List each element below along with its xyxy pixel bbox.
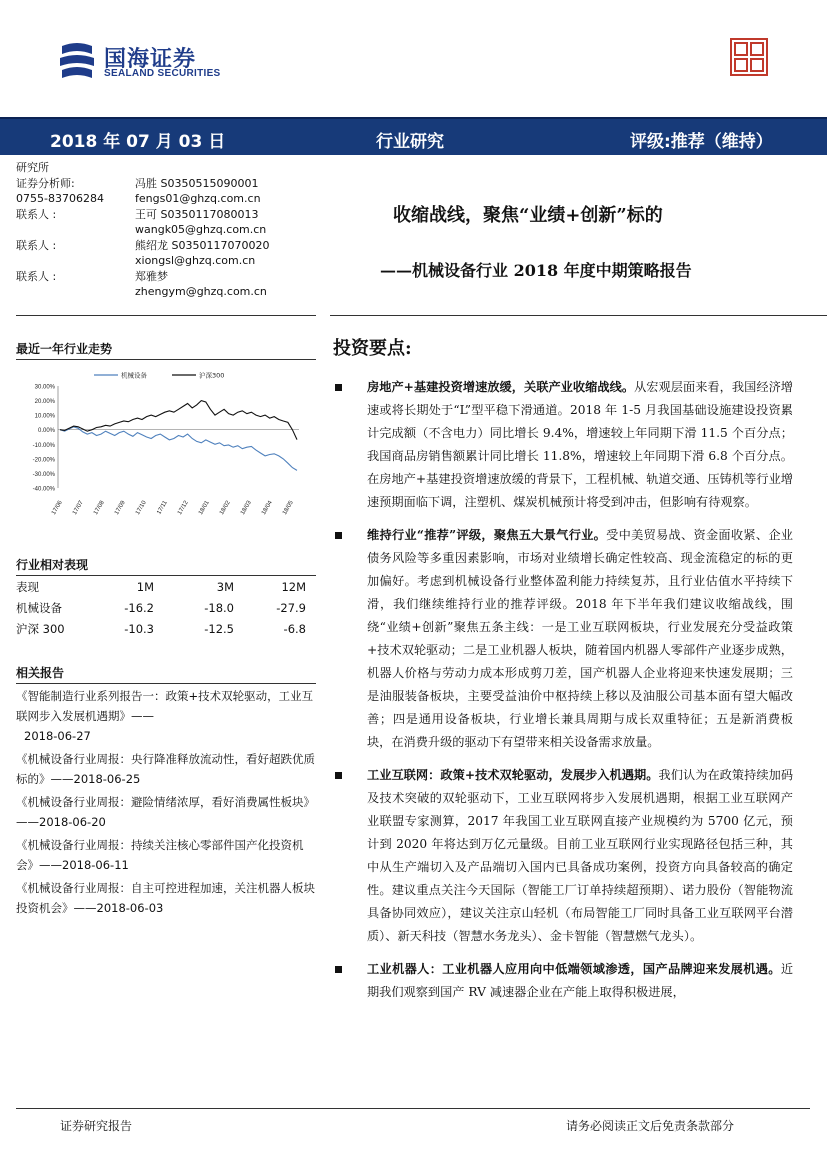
- square-bullet-icon: [335, 384, 342, 391]
- table-cell: 1M: [136, 580, 154, 594]
- highlight-paragraph: [333, 524, 793, 754]
- related-report-title: 《机械设备行业周报：自主可控进程加速，关注机器人板块投资机会》——2018-06-03: [16, 881, 315, 915]
- footer-left: 证券研究报告: [60, 1119, 133, 1133]
- table-cell: 3M: [216, 580, 234, 594]
- institute-label: 研究所: [16, 161, 49, 174]
- table-cell: 沪深 300: [16, 622, 65, 636]
- x-tick-label: 18/02: [219, 500, 232, 517]
- brand-name-cn: 国海证券: [104, 47, 197, 72]
- highlight-body: 受中美贸易战、资金面收紧、企业债务风险等多重因素影响，市场对业绩增长确定性较高、现金流稳定的标的更加偏好。考虑到机械设备行业整体盈利能力持续复苏，且行业估值水平持续下滑，我们继续维持行业的推荐评级。2018 年下半年我们建议收缩战线，围绕“业绩+创新”聚焦五条主线：一是工业互联网板块，行业发展充分受益政策+技术双轮驱动；二是工业机器人板块，随着国内机器人零部件产业逐步成熟，机器人价格与劳动力成本形成剪刀差，国产机器人企业将迎来快速发展期；三是油服装备板块，主要受益油价中枢持续上移以及油服公司基本面有望大幅改善；四是通用设备板块，行业增长兼具周期与成长双重特征；五是新消费板块，在消费升级的驱动下有望带来相关设备需求放量。: [367, 528, 793, 749]
- table-cell: -18.0: [204, 601, 234, 615]
- footer-divider: [16, 1108, 810, 1109]
- related-report-title: 《机械设备行业周报：避险情绪浓厚，看好消费属性板块》——2018-06-20: [16, 795, 315, 829]
- y-tick-label: 30.00%: [34, 384, 55, 391]
- performance-heading: 行业相对表现: [16, 558, 89, 572]
- right-divider: [330, 315, 827, 316]
- analyst-label: 联系人 :: [16, 207, 57, 221]
- x-tick-label: 18/04: [261, 500, 274, 517]
- y-tick-label: -40.00%: [32, 486, 55, 493]
- brand-logo: [56, 40, 256, 84]
- table-cell: 表现: [16, 580, 39, 594]
- highlight-body: 近期我们观察到国产 RV 减速器企业在产能上取得积极进展，: [367, 962, 793, 999]
- analyst-row: [16, 284, 316, 300]
- analyst-value: 冯胜 S0350515090001: [135, 176, 259, 190]
- x-tick-label: 17/10: [135, 500, 148, 517]
- y-tick-label: -30.00%: [32, 471, 55, 478]
- x-tick-label: 17/08: [93, 500, 106, 517]
- related-report-item[interactable]: [16, 878, 316, 918]
- brand-name-en: SEALAND SECURITIES: [104, 68, 221, 79]
- analyst-row: [16, 269, 316, 285]
- related-report-title: 《智能制造行业系列报告一：政策+技术双轮驱动，工业互联网步入发展机遇期》——: [16, 689, 314, 723]
- x-tick-label: 17/07: [72, 500, 85, 517]
- performance-table: [16, 577, 316, 640]
- analyst-label: 0755-83706284: [16, 192, 104, 205]
- table-row: [16, 598, 316, 619]
- series-line: [60, 401, 297, 440]
- industry-rating: 评级:推荐（维持）: [630, 132, 773, 152]
- analyst-row: [16, 191, 316, 207]
- table-row: [16, 577, 316, 598]
- highlight-lead: 维持行业“推荐”评级，聚焦五大景气行业。: [367, 528, 607, 542]
- highlight-body: 我们认为在政策持续加码及技术突破的双轮驱动下，工业互联网将步入发展机遇期，根据工业互联网产业联盟专家测算，2017 年我国工业互联网直接产业规模约为 5700 亿元，预计到 2020 年将达到万亿元量级。目前工业互联网行业实现路径包括三种，其中从生产端切入及产品端切入国内已具备成功案例，投资方向具备较高的确定性。建议重点关注今天国际（智能工厂订单持续超预期）、诺力股份（智能物流具备协同效应），建议关注京山轻机（布局智能工厂同时具备工业互联网平台潜质）、新天科技（智慧水务龙头）、金卡智能（智慧燃气龙头）。: [367, 768, 794, 943]
- related-report-date: 2018-06-27: [24, 729, 91, 743]
- highlight-body: 从宏观层面来看，我国经济增速或将长期处于“L”型平稳下滑通道。2018 年 1-5 月我国基础设施建设投资累计完成额（不含电力）同比增长 9.4%，增速较上年同期下滑 11.5 个百分点；我国商品房销售额累计同比增长 11.8%，增速较上年同期下滑 6.8 个百分点。在房地产+基建投资增速放缓的背景下，工程机械、轨道交通、压铸机等行业增速预期面临下调，注塑机、煤炭机械预计将受到冲击，但影响有待观察。: [367, 380, 793, 509]
- analyst-value: fengs01@ghzq.com.cn: [135, 192, 261, 205]
- footer-disclaimer: 请务必阅读正文后免责条款部分: [566, 1119, 735, 1133]
- analyst-row: [16, 238, 316, 254]
- x-tick-label: 18/03: [240, 500, 253, 517]
- analyst-value: zhengym@ghzq.com.cn: [135, 285, 267, 298]
- table-cell: -16.2: [124, 601, 154, 615]
- table-cell: -6.8: [283, 622, 306, 636]
- related-report-item[interactable]: [16, 835, 316, 875]
- research-seal-icon: [730, 38, 768, 76]
- table-cell: 12M: [281, 580, 306, 594]
- industry-trend-chart: [14, 366, 314, 518]
- analyst-value: 郑雅梦: [135, 269, 168, 283]
- related-report-item[interactable]: [16, 749, 316, 789]
- analyst-value: xiongsl@ghzq.com.cn: [135, 254, 256, 267]
- square-bullet-icon: [335, 532, 342, 539]
- y-tick-label: -10.00%: [32, 442, 55, 449]
- x-tick-label: 18/05: [282, 500, 295, 517]
- table-cell: 机械设备: [16, 601, 62, 615]
- x-tick-label: 18/01: [198, 500, 211, 517]
- analyst-info: [16, 160, 316, 300]
- analyst-label: 联系人 :: [16, 269, 57, 283]
- highlight-paragraph: [333, 764, 793, 948]
- x-tick-label: 17/06: [51, 500, 64, 517]
- highlight-paragraph: [333, 376, 793, 514]
- report-type: 行业研究: [376, 132, 444, 152]
- y-tick-label: -20.00%: [32, 457, 55, 464]
- performance-divider: [16, 575, 316, 576]
- analyst-value: wangk05@ghzq.com.cn: [135, 223, 267, 236]
- legend-label: 机械设备: [121, 371, 147, 380]
- table-cell: -12.5: [204, 622, 234, 636]
- analyst-row: [16, 253, 316, 269]
- series-line: [60, 427, 297, 471]
- related-report-title: 《机械设备行业周报：央行降准释放流动性，看好超跌优质标的》——2018-06-25: [16, 752, 315, 786]
- analyst-row: [16, 207, 316, 223]
- left-divider: [16, 315, 316, 316]
- trend-divider: [16, 359, 316, 360]
- related-report-item[interactable]: [16, 686, 316, 746]
- x-tick-label: 17/09: [114, 500, 127, 517]
- report-subtitle: ——机械设备行业 2018 年度中期策略报告: [380, 261, 692, 280]
- sealand-logo-icon: [56, 40, 98, 82]
- legend-label: 沪深300: [199, 371, 225, 380]
- related-reports-list: [16, 686, 316, 921]
- analyst-label: 联系人 :: [16, 238, 57, 252]
- x-tick-label: 17/12: [177, 500, 190, 517]
- related-report-item[interactable]: [16, 792, 316, 832]
- y-tick-label: 20.00%: [34, 399, 55, 406]
- table-cell: -10.3: [124, 622, 154, 636]
- y-tick-label: 10.00%: [34, 413, 55, 420]
- square-bullet-icon: [335, 966, 342, 973]
- table-row: [16, 619, 316, 640]
- related-heading: 相关报告: [16, 666, 65, 680]
- report-header-band: [0, 117, 827, 155]
- x-tick-label: 17/11: [156, 500, 169, 516]
- analyst-value: 王可 S0350117080013: [135, 207, 259, 221]
- analyst-label: 证券分析师:: [16, 176, 75, 190]
- highlight-lead: 工业互联网：政策+技术双轮驱动，发展步入机遇期。: [367, 768, 659, 782]
- analyst-row: [16, 222, 316, 238]
- square-bullet-icon: [335, 772, 342, 779]
- highlight-lead: 房地产+基建投资增速放缓，关联产业收缩战线。: [367, 380, 635, 394]
- y-tick-label: 0.00%: [37, 428, 55, 435]
- investment-highlights: [333, 376, 793, 1014]
- related-report-title: 《机械设备行业周报：持续关注核心零部件国产化投资机会》——2018-06-11: [16, 838, 304, 872]
- related-divider: [16, 683, 316, 684]
- report-title: 收缩战线，聚焦“业绩+创新”标的: [393, 205, 663, 226]
- highlight-paragraph: [333, 958, 793, 1004]
- analyst-value: 熊绍龙 S0350117070020: [135, 238, 270, 252]
- highlight-lead: 工业机器人：工业机器人应用向中低端领域渗透，国产品牌迎来发展机遇。: [367, 962, 781, 976]
- analyst-row: [16, 176, 316, 192]
- report-date: 2018 年 07 月 03 日: [50, 132, 226, 152]
- investment-highlights-heading: 投资要点:: [333, 338, 412, 359]
- trend-heading: 最近一年行业走势: [16, 342, 113, 356]
- table-cell: -27.9: [276, 601, 306, 615]
